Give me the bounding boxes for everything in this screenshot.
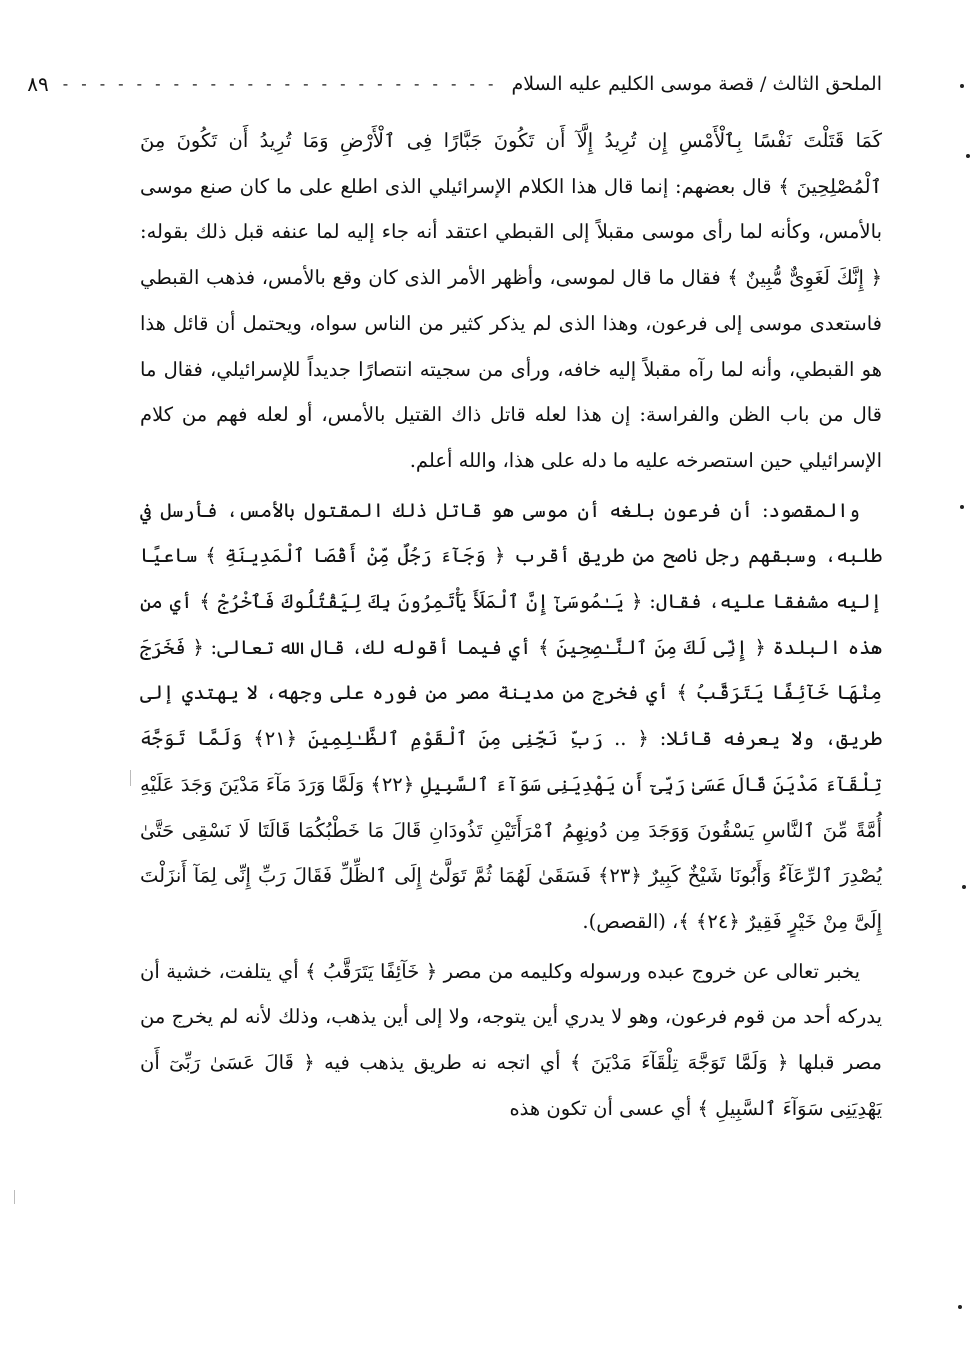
scan-speck xyxy=(966,154,970,158)
paragraph-1: كَمَا قَتَلْتَ نَفْسًا بِٱلْأَمْسِ إِن تُرِيدُ إِلَّآ أَن تَكُونَ جَبَّارًا فِى ٱلْأَرْضِ وَمَا تُرِيدُ أَن تَكُونَ مِنَ ٱلْمُصْلِحِينَ ﴾ قال بعضهم: إنما قال هذا الكلام الإسرائيلي الذى اطلع على ما كان صنع موسى بالأمس، وكأنه لما رأى موسى مقبلاً إلى القبطي اعتقد أنه جاء إليه لما عنفه قبل ذلك بقوله: ﴿ إِنَّكَ لَغَوِىٌّ مُّبِينٌ ﴾ فقال ما قال لموسى، وأظهر الأمر الذى كان وقع بالأمس، فذهب القبطي فاستعدى موسى إلى فرعون، وهذا الذى لم يذكر كثير من الناس سواه، ويحتمل أن قائل هذا هو القبطي، وأنه لما رآه مقبلاً إليه خافه، ورأى من سجيته انتصارًا جديداً للإسرائيلي، فقال ما قال من باب الظن والفراسة: إن هذا لعله قاتل ذاك القتيل بالأمس، أو لعله فهم من كلام الإسرائيلي حين استصرخه عليه ما دله على هذا، والله أعلم. xyxy=(140,129,882,472)
scan-speck xyxy=(960,84,964,88)
scan-speck xyxy=(958,1305,962,1309)
scan-line xyxy=(130,770,131,786)
page-number: ٨٩ xyxy=(27,72,49,96)
running-title: الملحق الثالث / قصة موسى الكليم عليه السلام xyxy=(511,73,882,95)
header-dotted-rule: - - - - - - - - - - - - - - - - - - - - - - - - xyxy=(62,74,498,93)
paragraph-3: يخبر تعالى عن خروج عبده ورسوله وكليمه من مصر ﴿ خَآئِفًا يَتَرَقَّبُ ﴾ أي يتلفت، خشية أن يدركه أحد من قوم فرعون، وهو لا يدري أين يتوجه، ولا إلى أين يذهب، وذلك لأنه لم يخرج من مصر قبلها ﴿ وَلَمَّا تَوَجَّهَ تِلْقَآءَ مَدْيَنَ ﴾ أي اتجه نه طريق يذهب فيه ﴿ قَالَ عَسَىٰ رَبِّىٓ أَن يَهْدِيَنِى سَوَآءَ ٱلسَّبِيلِ ﴾ أي عسى أن تكون هذه xyxy=(140,959,882,1120)
body-text xyxy=(140,118,882,1131)
scan-speck xyxy=(960,505,964,509)
paragraph-2: والمقصود: أن فرعون بلغه أن موسى هو قاتل ذلك المقتول بالأمس، فأرسل في طلبه، وسبقهم رجل ناصح من طريق أقرب ﴿ وَجَآءَ رَجُلٌ مِّنْ أَقْصَا ٱلْمَدِينَةِ ﴾ ساعيًا إليه مشفقا عليه، فقال: ﴿ يَـٰمُوسَىٰٓ إِنَّ ٱلْمَلَأَ يَأْتَمِرُونَ بِكَ لِيَقْتُلُوكَ فَٱخْرُجْ ﴾ أي من هذه البلدة ﴿ إِنِّى لَكَ مِنَ ٱلنَّـٰصِحِينَ ﴾ أي فيما أقوله لك، قال الله تعالى: ﴿ فَخَرَجَ مِنْهَا خَآئِفًا يَتَرَقَّبُ ﴾ أي فخرج من مدينة مصر من فوره على وجهه، لا يهتدي إلى طريق، ولا يعرفه قائلا: ﴿ .. رَبِّ نَجِّنِى مِنَ ٱلْقَوْمِ ٱلظَّـٰلِمِينَ ﴿٢١﴾ وَلَمَّا تَوَجَّهَ تِلْقَآءَ مَدْيَنَ قَالَ عَسَىٰ رَبِّىٓ أَن يَهْدِيَنِى سَوَآءَ ٱلسَّبِيلِ ﴿٢٢﴾ وَلَمَّا وَرَدَ مَآءَ مَدْيَنَ وَجَدَ عَلَيْهِ أُمَّةً مِّنَ ٱلنَّاسِ يَسْقُونَ وَوَجَدَ مِن دُونِهِمُ ٱمْرَأَتَيْنِ تَذُودَانِ قَالَ مَا خَطْبُكُمَا قَالَتَا لَا نَسْقِى حَتَّىٰ يُصْدِرَ ٱلرِّعَآءُ وَأَبُونَا شَيْخٌ كَبِيرٌ ﴿٢٣﴾ فَسَقَىٰ لَهُمَا ثُمَّ تَوَلَّىٰٓ إِلَى ٱلظِّلِّ فَقَالَ رَبِّ إِنِّى لِمَآ أَنزَلْتَ إِلَىَّ مِنْ خَيْرٍ فَقِيرٌ ﴿٢٤﴾ ﴾، (القصص). xyxy=(140,498,883,933)
scan-speck xyxy=(962,885,966,889)
page-header xyxy=(27,62,882,106)
scan-line xyxy=(14,1190,15,1204)
